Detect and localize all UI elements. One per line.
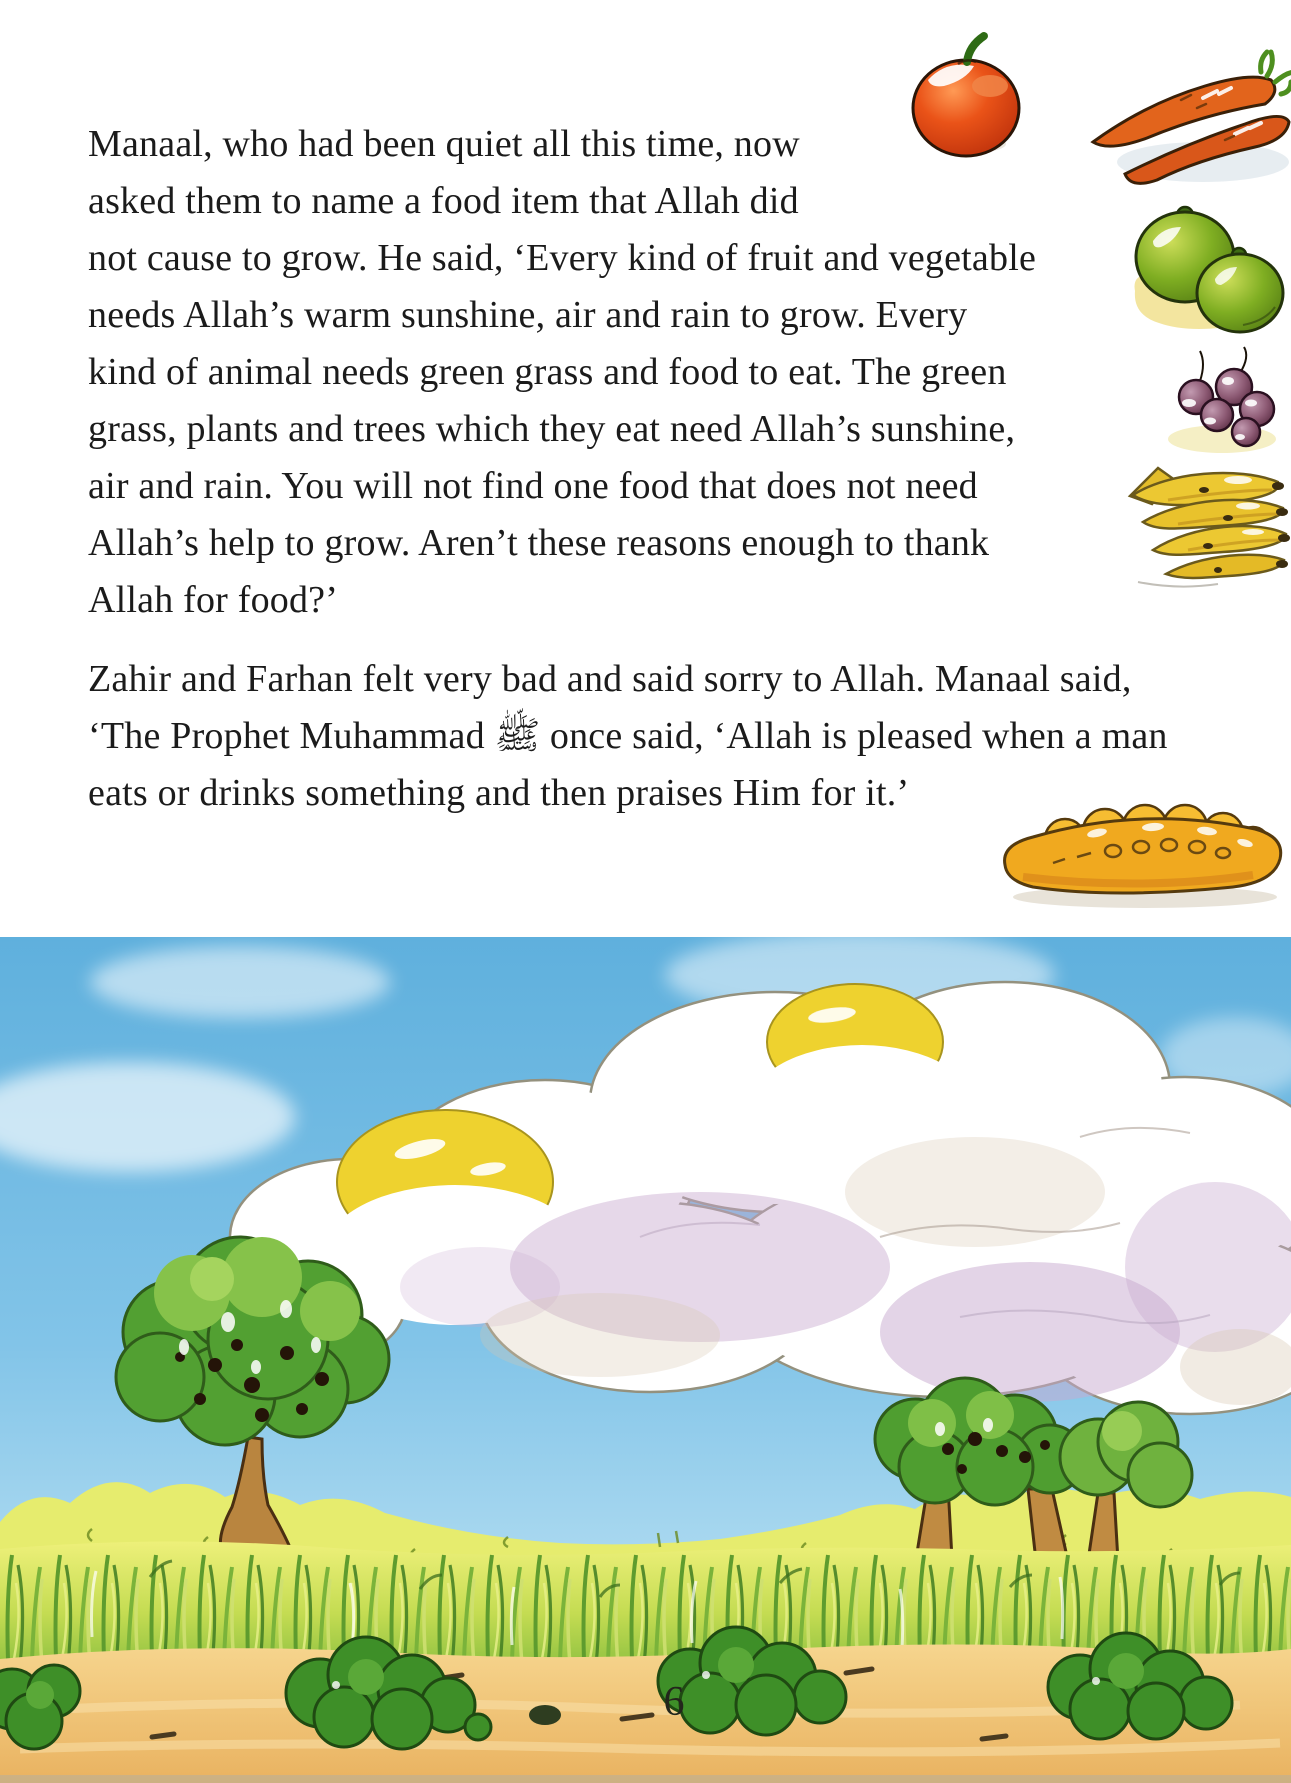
text-line: grass, plants and trees which they eat need Allah’s sunshine, <box>88 408 1016 450</box>
text-line: eats or drinks something and then praises Him for it.’ <box>88 772 910 814</box>
tomato-stem <box>967 36 984 62</box>
text-line: air and rain. You will not find one food that does not need <box>88 465 978 507</box>
text-line: needs Allah’s warm sunshine, air and rain to grow. Every <box>88 294 968 336</box>
bananas-ground-sketch <box>1138 582 1218 587</box>
page-bottom-shadow <box>0 1775 1291 1783</box>
tomato-icon <box>900 22 1035 162</box>
banana-bunch <box>1130 468 1286 578</box>
text-line: Allah’s help to grow. Aren’t these reasons enough to thank <box>88 522 990 564</box>
veg-2 <box>1197 254 1283 332</box>
page-number: 6 <box>663 1679 685 1725</box>
text-line: Manaal, who had been quiet all this time, now <box>88 123 800 165</box>
text-line: asked them to name a food item that Allah did <box>88 180 799 222</box>
text-line: Zahir and Farhan felt very bad and said sorry to Allah. Manaal said, <box>88 658 1132 700</box>
carrots-icon <box>1085 42 1291 192</box>
meadow-illustration <box>0 937 1291 1783</box>
text-line: kind of animal needs green grass and food to eat. The green <box>88 351 1007 393</box>
bananas-icon <box>1108 460 1291 592</box>
paragraph-1 <box>88 116 1168 629</box>
text-line: not cause to grow. He said, ‘Every kind of fruit and vegetable <box>88 237 1037 279</box>
tomato-sheen <box>972 75 1008 97</box>
acacia-crown-2-light <box>1102 1411 1142 1451</box>
berries-icon <box>1160 345 1291 457</box>
text-line: ‘The Prophet Muhammad ﷺ once said, ‘Allah is pleased when a man <box>88 715 1168 757</box>
small-stone <box>529 1705 561 1725</box>
story-text <box>88 116 1168 822</box>
text-line: Allah for food?’ <box>88 579 339 621</box>
bread-icon <box>993 785 1291 913</box>
green-vegetables-icon <box>1123 195 1291 343</box>
